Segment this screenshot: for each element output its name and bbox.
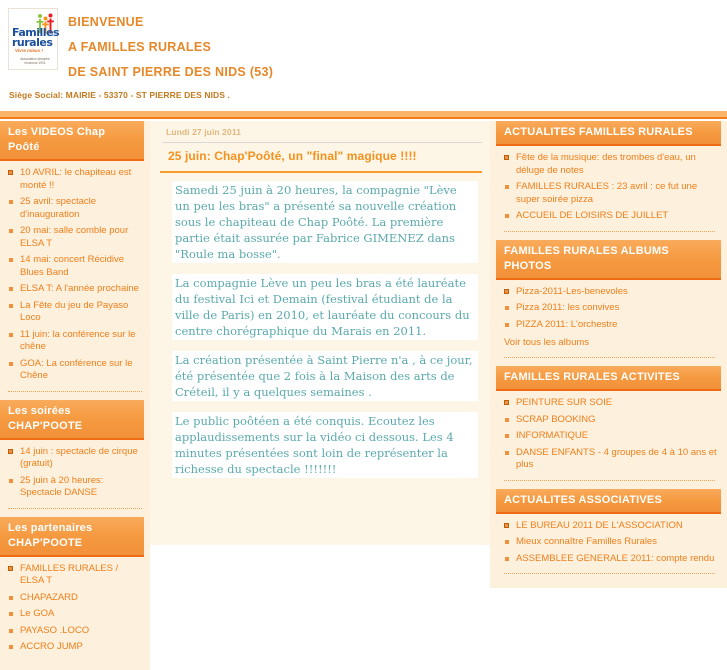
sidebar-right	[490, 121, 727, 588]
widget-title: ACTUALITES FAMILLES RURALES	[496, 121, 721, 146]
widget-list	[490, 397, 727, 476]
site-title-line3: DE SAINT PIERRE DES NIDS (53)	[68, 65, 274, 79]
list-item[interactable]: La Fête du jeu de Payaso Loco	[8, 300, 144, 329]
divider	[504, 231, 715, 232]
list-item[interactable]: 14 juin : spectacle de cirque (gratuit)	[8, 446, 144, 475]
widget-les-partenaires-chap-poote	[0, 517, 150, 658]
site-header	[0, 0, 727, 111]
widget-actualites-familles-rurales	[490, 121, 727, 232]
list-item[interactable]: Fête de la musique: des trombes d'eau, un déluge de notes	[504, 152, 717, 181]
widget-list	[0, 167, 150, 387]
list-item[interactable]: ACCUEIL DE LOISIRS DE JUILLET	[504, 210, 717, 227]
list-item[interactable]: ASSEMBLEE GENERALE 2011: compte rendu	[504, 553, 717, 570]
divider	[504, 357, 715, 358]
main-content	[150, 121, 490, 545]
post-paragraph: Samedi 25 juin à 20 heures, la compagnie "Lève un peu les bras" a présenté sa nouvelle création sous le chapiteau de Chap Poôté. La première partie était assurée par Fabrice GIMENEZ dans "Roule ma bosse".	[172, 181, 478, 263]
list-item[interactable]: INFORMATIQUE	[504, 430, 717, 447]
siege-social-line: Siège Social: MAIRIE - 53370 - ST PIERRE DES NIDS .	[9, 90, 230, 100]
post-body	[160, 173, 482, 478]
post-title[interactable]: 25 juin: Chap'Poôté, un "final" magique !!!!	[160, 143, 482, 173]
content-columns	[0, 121, 727, 652]
widget-title: ACTUALITES ASSOCIATIVES	[496, 489, 721, 514]
widget-actualites-associatives	[490, 489, 727, 575]
list-item[interactable]: 25 juin à 20 heures: Spectacle DANSE	[8, 475, 144, 504]
list-item[interactable]: 10 AVRIL: le chapiteau est monté !!	[8, 167, 144, 196]
list-item[interactable]: LE BUREAU 2011 DE L'ASSOCIATION	[504, 520, 717, 537]
familles-rurales-logo	[8, 8, 58, 70]
list-item[interactable]: 11 juin: la conférence sur le chêne	[8, 329, 144, 358]
list-item[interactable]: CHAPAZARD	[8, 592, 144, 609]
widget-list	[0, 446, 150, 504]
logo-name-line1: Familles	[12, 26, 60, 39]
widget-les-soirees-chap-poote	[0, 400, 150, 509]
blog-post	[160, 121, 482, 478]
list-item[interactable]: 14 mai: concert Récidive Blues Band	[8, 254, 144, 283]
logo-subtext: Association déclarée reconnue 1901	[20, 57, 50, 66]
see-all-albums-link[interactable]: Voir tous les albums	[504, 337, 590, 348]
divider	[504, 573, 715, 574]
list-item[interactable]: Pizza-2011-Les-benevoles	[504, 286, 717, 303]
list-item[interactable]: PAYASO .LOCO	[8, 625, 144, 642]
list-item[interactable]: DANSE ENFANTS - 4 groupes de 4 à 10 ans et plus	[504, 447, 717, 476]
list-item[interactable]: 25 avril: spectacle d'inauguration	[8, 196, 144, 225]
list-item[interactable]: PIZZA 2011: L'orchestre	[504, 319, 717, 336]
post-paragraph: Le public poôtéen a été conquis. Ecoutez les applaudissements sur la vidéo ci dessous. Les 4 minutes présentées sont loin de représenter la richesse du spectacle !!!!!!!	[172, 412, 478, 478]
sidebar-left	[0, 121, 150, 670]
widget-title: Les VIDEOS Chap Poôté	[0, 121, 144, 161]
site-title-line1: BIENVENUE	[68, 15, 144, 29]
site-title-line2: A FAMILLES RURALES	[68, 40, 212, 54]
list-item[interactable]: Le GOA	[8, 608, 144, 625]
list-item[interactable]: 20 mai: salle comble pour ELSA T	[8, 225, 144, 254]
list-item[interactable]: Mieux connaître Familles Rurales	[504, 536, 717, 553]
list-item[interactable]: PEINTURE SUR SOIE	[504, 397, 717, 414]
widget-title: FAMILLES RURALES ALBUMS PHOTOS	[496, 240, 721, 280]
widget-list	[490, 152, 727, 227]
divider	[8, 391, 142, 392]
divider	[504, 480, 715, 481]
list-item[interactable]: Pizza 2011: les convives	[504, 302, 717, 319]
divider	[8, 508, 142, 509]
widget-familles-rurales-activites	[490, 366, 727, 481]
widget-list	[490, 286, 727, 336]
header-rule	[0, 117, 727, 119]
site-title-block	[68, 8, 273, 85]
post-date: Lundi 27 juin 2011	[166, 127, 242, 137]
list-item[interactable]: FAMILLES RURALES : 23 avril : ce fut une super soirée pizza	[504, 181, 717, 210]
post-paragraph: La création présentée à Saint Pierre n'a , à ce jour, été présentée que 2 fois à la Maison des arts de Créteil, il y a quelques semaines .	[172, 351, 478, 401]
list-item[interactable]: GOA: La conférence sur le Chêne	[8, 358, 144, 387]
list-item[interactable]: ELSA T: A l'année prochaine	[8, 283, 144, 300]
list-item[interactable]: FAMILLES RURALES / ELSA T	[8, 563, 144, 592]
widget-familles-rurales-albums-photos	[490, 240, 727, 359]
post-paragraph: La compagnie Lève un peu les bras a été lauréate du festival Ici et Demain (festival étudiant de la ville de Paris) en 2010, et lauréate du concours du centre chorégraphique du Marais en 2011.	[172, 274, 478, 340]
list-item[interactable]: ACCRO JUMP	[8, 641, 144, 658]
logo-name-line2: rurales	[12, 36, 53, 49]
logo-tagline: Vivre mieux !	[15, 48, 43, 53]
widget-les-videos-chap-poote	[0, 121, 150, 392]
list-item[interactable]: SCRAP BOOKING	[504, 414, 717, 431]
widget-title: FAMILLES RURALES ACTIVITES	[496, 366, 721, 391]
widget-list	[490, 520, 727, 570]
widget-title: Les soirées CHAP'POOTE	[0, 400, 144, 440]
widget-list	[0, 563, 150, 658]
widget-title: Les partenaires CHAP'POOTE	[0, 517, 144, 557]
